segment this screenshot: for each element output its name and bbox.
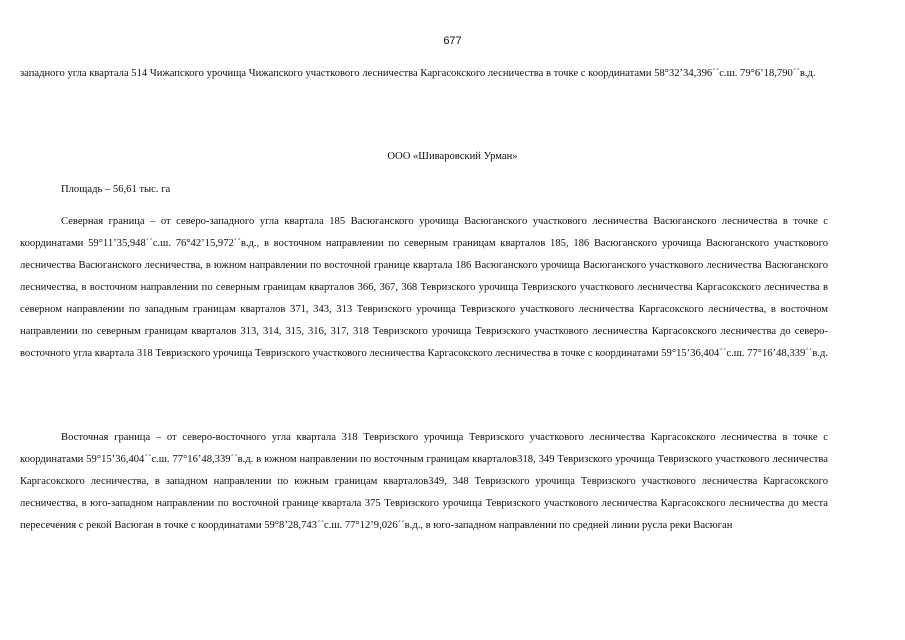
page-number: 677 bbox=[443, 35, 462, 47]
area-line: Площадь – 56,61 тыс. га bbox=[61, 184, 171, 195]
organization-title: ООО «Шиваровский Урман» bbox=[387, 151, 518, 162]
north-border-paragraph: Северная граница – от северо-западного угла квартала 185 Васюганского урочища Васюганского участкового лесничества Васюганского лесничества в точке с координатами 59°11’35,948´´с.ш. 76°42’15,972´´в.д., в восточном направлении по северным границам кварталов 185, 186 Васюганского урочища Васюганского участкового лесничества Васюганского лесничества, в южном направлении по восточной границе квартала 186 Васюганского урочища Васюганского участкового лесничества Васюганского лесничества, в восточном направлении по северным границам кварталов 366, 367, 368 Тевризского урочища Тевризского участкового лесничества Каргасокского лесничества в северном направлении по западным границам кварталов 371, 343, 313 Тевризского урочища Тевризского участкового лесничества Каргасокского лесничества, в восточном направлении по северным границам кварталов 313, 314, 315, 316, 317, 318 Тевризского урочища Тевризского участкового лесничества Каргасокского лесничества до северо-восточного угла квартала 318 Тевризского урочища Тевризского участкового лесничества Каргасокского лесничества в точке с координатами 59°15’36,404´´с.ш. 77°16’48,339´´в.д. bbox=[20, 216, 829, 359]
east-border-paragraph: Восточная граница – от северо-восточного угла квартала 318 Тевризского урочища Тевризского участкового лесничества Каргасокского лесничества в точке с координатами 59°15’36,404´´с.ш. 77°16’48,339´´в.д. в южном направлении по восточным границам кварталов318, 349 Тевризского урочища Тевризского участкового лесничества Каргасокского лесничества, в западном направлении по южным границам кварталов349, 348 Тевризского урочища Тевризского участкового лесничества Каргасокского лесничества, в юго-западном направлении по восточной границе квартала 375 Тевризского урочища Тевризского участкового лесничества Каргасокского лесничества до места пересечения с рекой Васюган в точке с координатами 59°8’28,743´´с.ш. 77°12’9,026´´в.д., в юго-западном направлении по средней линии русла реки Васюган bbox=[20, 432, 828, 531]
intro-paragraph: западного угла квартала 514 Чижапского урочища Чижапского участкового лесничества Каргасокского лесничества в точке с координатами 58°32’34,396´´с.ш. 79°6’18,790´´в.д. bbox=[20, 68, 816, 79]
